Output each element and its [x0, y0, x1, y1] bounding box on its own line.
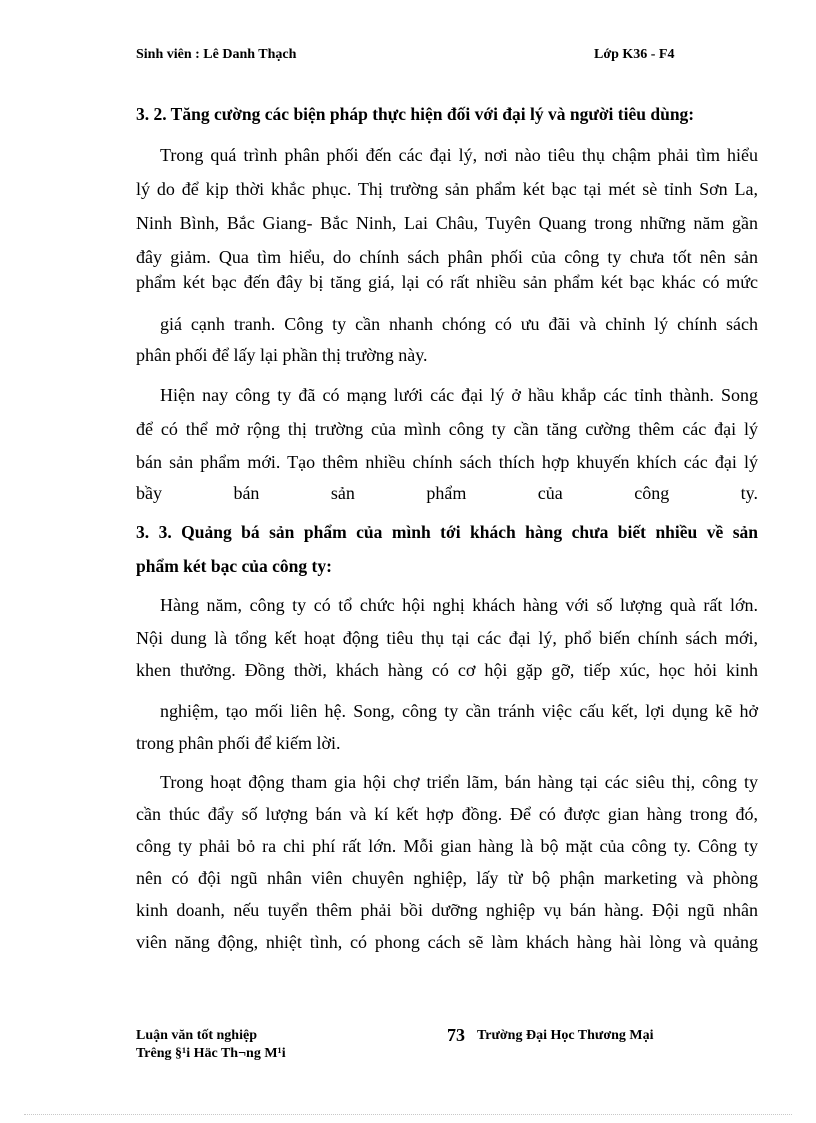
paragraph-line: Trong quá trình phân phối đến các đại lý, nơi nào tiêu thụ chậm phải tìm hiểu	[160, 145, 758, 165]
header-student: Sinh viên : Lê Danh Thạch	[136, 47, 297, 62]
paragraph-line: bán sản phẩm mới. Tạo thêm nhiều chính sách thích hợp khuyến khích các đại lý	[136, 452, 758, 472]
paragraph-line: trong phân phối để kiếm lời.	[136, 733, 341, 753]
paragraph-line: lý do để kịp thời khắc phục. Thị trường sản phẩm két bạc tại mét sè tỉnh Sơn La,	[136, 179, 758, 199]
paragraph-line: giá cạnh tranh. Công ty cần nhanh chóng có ưu đãi và chỉnh lý chính sách	[160, 314, 758, 334]
paragraph-line: phẩm két bạc đến đây bị tăng giá, lại có rất nhiều sản phẩm két bạc khác có mức	[136, 272, 758, 292]
paragraph-line: Hàng năm, công ty có tổ chức hội nghị khách hàng với số lượng quà rất lớn.	[160, 595, 758, 615]
footer-thesis-label: Luận văn tốt nghiệp	[136, 1028, 257, 1043]
paragraph-line: bầy bán sản phẩm của công ty.	[136, 483, 758, 503]
paragraph-line: Hiện nay công ty đã có mạng lưới các đại lý ở hầu khắp các tỉnh thành. Song	[160, 385, 758, 405]
paragraph-line: Ninh Bình, Bắc Giang- Bắc Ninh, Lai Châu, Tuyên Quang trong những năm gần	[136, 213, 758, 233]
header-class: Lớp K36 - F4	[594, 47, 675, 62]
page-number: 73	[447, 1025, 465, 1045]
paragraph-line: để có thể mở rộng thị trường của mình công ty cần tăng cường thêm các đại lý	[136, 419, 758, 439]
footer-university: Trường Đại Học Thương Mại	[477, 1028, 654, 1043]
paragraph-line: kinh doanh, nếu tuyển thêm phải bồi dưỡng nghiệp vụ bán hàng. Đội ngũ nhân	[136, 900, 758, 920]
paragraph-line: phân phối để lấy lại phần thị trường này.	[136, 345, 428, 365]
paragraph-line: Nội dung là tổng kết hoạt động tiêu thụ tại các đại lý, phổ biến chính sách mới,	[136, 628, 758, 648]
paragraph-line: khen thưởng. Đồng thời, khách hàng có cơ hội gặp gỡ, tiếp xúc, học hỏi kinh	[136, 660, 758, 680]
footer-garbled-university: Trêng §¹i Häc Th¬ng M¹i	[136, 1046, 286, 1061]
section-3-2-heading: 3. 2. Tăng cường các biện pháp thực hiện đối với đại lý và người tiêu dùng:	[136, 104, 695, 124]
paragraph-line: công ty phải bỏ ra chi phí rất lớn. Mỗi gian hàng là bộ mặt của công ty. Công ty	[136, 836, 758, 856]
page-bottom-divider	[24, 1114, 792, 1115]
paragraph-line: nên có đội ngũ nhân viên chuyên nghiệp, lấy từ bộ phận marketing và phòng	[136, 868, 758, 888]
section-3-3-heading-line-2: phẩm két bạc của công ty:	[136, 556, 332, 576]
section-3-3-heading-line-1: 3. 3. Quảng bá sản phẩm của mình tới khách hàng chưa biết nhiều về sản	[136, 522, 758, 542]
paragraph-line: nghiệm, tạo mối liên hệ. Song, công ty cần tránh việc cấu kết, lợi dụng kẽ hở	[160, 701, 758, 721]
paragraph-line: đây giảm. Qua tìm hiểu, do chính sách phân phối của công ty chưa tốt nên sản	[136, 247, 758, 267]
paragraph-line: viên năng động, nhiệt tình, có phong cách sẽ làm khách hàng hài lòng và quảng	[136, 932, 758, 952]
paragraph-line: cần thúc đẩy số lượng bán và kí kết hợp đồng. Để có được gian hàng trong đó,	[136, 804, 758, 824]
paragraph-line: Trong hoạt động tham gia hội chợ triển lãm, bán hàng tại các siêu thị, công ty	[160, 772, 758, 792]
